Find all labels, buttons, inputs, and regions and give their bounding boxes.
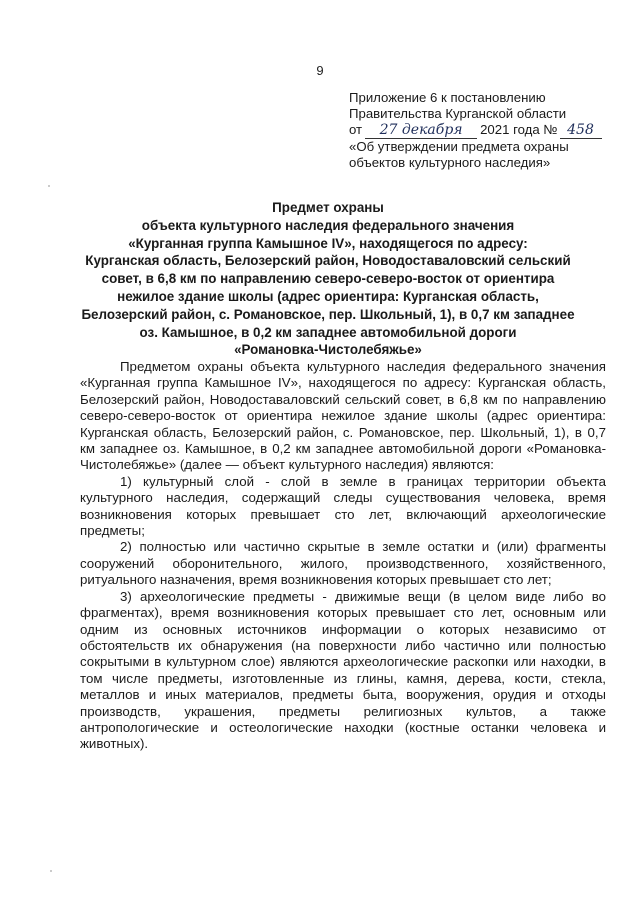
list-item-1: 1) культурный слой - слой в земле в границах территории объекта культурного наследия, содержащий следы существования человека, время возникновения которых превышает сто лет, включающий археологические предметы; (80, 473, 606, 539)
appendix-header (349, 90, 619, 171)
year-text: 2021 года № (480, 122, 558, 137)
title-line-7: Белозерский район, с. Романовское, пер. Школьный, 1), в 0,7 км западнее (81, 306, 575, 322)
title-line-8: оз. Камышное, в 0,2 км западнее автомобильной дороги (139, 324, 517, 340)
document-title (78, 199, 578, 359)
handwritten-date: 27 декабря (365, 122, 477, 139)
title-line-3: «Курганная группа Камышное IV», находящегося по адресу: (128, 235, 528, 251)
appendix-line-2: Правительства Курганской области (349, 106, 567, 121)
scan-speck (48, 185, 50, 187)
list-item-3: 3) археологические предметы - движимые вещи (в целом виде либо во фрагментах), время возникновения которых превышает сто лет, основным или одним из основных источников информации о которых независимо от обстоятельств их обнаружения (на поверхности либо частично или полностью сокрытыми в культурном слое) являются археологические раскопки или находки, в том числе предметы, изготовленные из глины, камня, дерева, кости, стекла, металлов и иных материалов, предметы быта, вооружения, орудия и отходы производств, украшения, предметы религиозных культов, а также антропологические и остеологические находки (костные останки человека и животных). (80, 588, 606, 752)
handwritten-number: 458 (560, 122, 602, 139)
appendix-line-5: объектов культурного наследия» (349, 155, 551, 170)
from-label: от (349, 122, 363, 137)
list-item-2: 2) полностью или частично скрытые в земле остатки и (или) фрагменты сооружений оборонительного, жилого, производственного, хозяйственного, ритуального назначения, время возникновения которых превышает сто лет; (80, 539, 606, 588)
title-line-6: нежилое здание школы (адрес ориентира: Курганская область, (117, 288, 539, 304)
title-line-5: совет, в 6,8 км по направлению северо-северо-восток от ориентира (101, 271, 555, 287)
title-line-9: «Романовка-Чистолебяжье» (234, 342, 422, 358)
intro-paragraph: Предметом охраны объекта культурного наследия федерального значения «Курганная группа Камышное IV», находящегося по адресу: Курганская область, Белозерский район, Новодоставаловский сельский совет, в 6,8 км по направлению северо-северо-восток от ориентира нежилое здание школы (адрес ориентира: Курганская область, Белозерский район, с. Романовское, пер. Школьный, 1), в 0,7 км западнее оз. Камышное, в 0,2 км западнее автомобильной дороги «Романовка-Чистолебяжье» (далее — объект культурного наследия) являются: (80, 359, 606, 473)
title-line-1: Предмет охраны (272, 200, 384, 215)
scan-speck (50, 870, 52, 872)
appendix-line-4: «Об утверждении предмета охраны (349, 139, 569, 154)
title-line-2: объекта культурного наследия федерального значения (141, 217, 515, 233)
page-number: 9 (316, 63, 324, 78)
title-line-4: Курганская область, Белозерский район, Новодоставаловский сельский (85, 253, 571, 269)
appendix-line-1: Приложение 6 к постановлению (349, 90, 546, 105)
appendix-date-line (349, 122, 619, 139)
document-body (80, 359, 606, 753)
